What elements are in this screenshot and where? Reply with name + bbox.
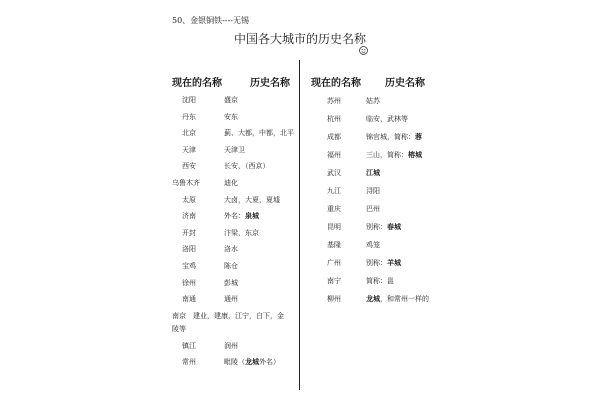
current-name: 苏州 (327, 97, 341, 105)
current-name: 基隆 (327, 241, 341, 249)
historical-name (366, 110, 408, 128)
left-header (172, 76, 297, 92)
right-column (311, 76, 461, 308)
table-row (311, 128, 461, 146)
historical-text: 汴梁，东京 (224, 228, 259, 237)
historical-highlight: 泉城 (245, 211, 259, 221)
table-row (172, 258, 297, 275)
table-row (172, 125, 297, 142)
historical-name (224, 225, 259, 242)
table-row (172, 291, 297, 308)
historical-name (366, 146, 422, 164)
table-row (311, 164, 461, 182)
left-column (172, 76, 297, 371)
current-name: 西安 (182, 162, 196, 171)
current-name: 武汉 (327, 169, 341, 177)
current-name: 北京 (182, 129, 196, 138)
header-current: 现在的名称 (172, 78, 222, 89)
smiley-icon (359, 46, 368, 55)
table-row (311, 290, 461, 308)
historical-text: 别称： (366, 259, 387, 267)
table-row (311, 272, 461, 290)
historical-name (224, 338, 238, 355)
table-row (172, 175, 297, 192)
current-name: 重庆 (327, 205, 341, 213)
historical-text: 临安，武林等 (366, 115, 408, 123)
table-row (311, 254, 461, 272)
header-historical: 历史名称 (385, 78, 425, 89)
table-row (311, 182, 461, 200)
current-name: 南通 (182, 295, 196, 304)
historical-text: 姑苏 (366, 97, 380, 105)
historical-text: 浔阳 (366, 187, 380, 195)
historical-text: 三山，简称： (366, 151, 408, 159)
historical-name (224, 175, 238, 192)
table-row (172, 192, 297, 209)
historical-name (224, 125, 294, 142)
current-name: 福州 (327, 151, 341, 159)
table-row (311, 218, 461, 236)
right-header (311, 76, 461, 92)
current-name: 洛阳 (182, 245, 196, 254)
header-historical: 历史名称 (250, 78, 290, 89)
table-row (311, 236, 461, 254)
historical-highlight: 羊城 (387, 258, 401, 267)
historical-highlight: 江城 (366, 168, 380, 177)
historical-text: 巴州 (366, 205, 380, 213)
historical-name (224, 258, 238, 275)
current-name: 乌鲁木齐 (172, 178, 200, 187)
current-name: 济南 (182, 212, 196, 221)
table-row (172, 275, 297, 292)
historical-name (224, 291, 238, 308)
historical-text: 天津卫 (224, 145, 245, 154)
table-row (172, 354, 297, 371)
historical-text: 润州 (224, 341, 238, 350)
current-name: 广州 (327, 259, 341, 267)
historical-text: 安东 (224, 112, 238, 121)
page-title: 中国各大城市的历史名称 (233, 32, 366, 46)
historical-text: 盛京 (224, 96, 238, 104)
historical-name (366, 92, 380, 110)
table-row (172, 109, 297, 126)
nanjing-text: 南京 建业，建康，江宁，白下，金陵等 (172, 311, 284, 333)
historical-text: 彭城 (224, 278, 238, 287)
table-row (311, 146, 461, 164)
historical-name (366, 236, 380, 254)
current-name: 镇江 (182, 341, 196, 350)
current-name: 沈阳 (182, 96, 196, 104)
historical-text: 长安，（西京） (224, 162, 270, 171)
historical-name (366, 182, 380, 200)
table-row (311, 110, 461, 128)
historical-name (224, 192, 280, 209)
current-name: 天津 (182, 145, 196, 154)
historical-highlight: 龙城 (366, 294, 380, 303)
historical-text: ，和常州一样的 (380, 295, 429, 303)
current-name: 昆明 (327, 223, 341, 231)
current-name: 九江 (327, 187, 341, 195)
current-name: 南宁 (327, 277, 341, 285)
historical-name (224, 142, 245, 159)
historical-highlight: 蓉 (415, 132, 422, 141)
historical-name (366, 200, 380, 218)
current-name: 宝鸡 (182, 261, 196, 270)
current-name: 常州 (182, 358, 196, 367)
table-row (172, 92, 297, 109)
table-row (172, 208, 297, 225)
historical-highlight: 龙城 (245, 357, 259, 367)
header-current: 现在的名称 (311, 78, 361, 89)
historical-text: 陈仓 (224, 261, 238, 270)
historical-name (366, 290, 429, 308)
current-name: 杭州 (327, 115, 341, 123)
historical-highlight: 春城 (387, 222, 401, 231)
historical-text: 洛水 (224, 245, 238, 254)
historical-name (224, 92, 238, 109)
current-name: 徐州 (182, 278, 196, 287)
historical-text: 别称： (366, 223, 387, 231)
table-row (311, 92, 461, 110)
historical-text: 外名） (259, 358, 280, 367)
historical-highlight: 榕城 (408, 150, 422, 159)
historical-name (224, 354, 280, 371)
historical-text: 外名： (224, 212, 245, 221)
current-name: 成都 (327, 133, 341, 141)
table-row (311, 200, 461, 218)
historical-text: 大卤，大夏，夏墟 (224, 195, 280, 204)
historical-text: 鸡笼 (366, 241, 380, 249)
table-row (172, 338, 297, 355)
table-row (172, 241, 297, 258)
historical-name (366, 272, 394, 290)
historical-text: 简称：邕 (366, 277, 394, 285)
historical-name (224, 241, 238, 258)
column-divider (299, 60, 300, 390)
historical-text: 通州 (224, 295, 238, 304)
table-row (172, 142, 297, 159)
historical-text: 锦官城，简称： (366, 133, 415, 141)
top-note: 50、金银铜铁----无锡 (172, 16, 249, 25)
historical-text: 蓟、大都，中都，北平 (224, 129, 294, 138)
table-row (172, 225, 297, 242)
nanjing-row (172, 308, 297, 338)
historical-text: 毗陵（ (224, 358, 245, 367)
current-name: 柳州 (327, 295, 341, 303)
historical-name (224, 275, 238, 292)
current-name: 丹东 (182, 112, 196, 121)
current-name: 开封 (182, 228, 196, 237)
historical-text: 迪化 (224, 178, 238, 187)
table-row (172, 158, 297, 175)
current-name: 太原 (182, 195, 196, 204)
historical-name (366, 254, 401, 272)
historical-name (366, 128, 422, 146)
historical-name (224, 158, 270, 175)
historical-name (366, 164, 380, 182)
historical-name (224, 109, 238, 126)
historical-name (224, 208, 259, 225)
historical-name (366, 218, 401, 236)
